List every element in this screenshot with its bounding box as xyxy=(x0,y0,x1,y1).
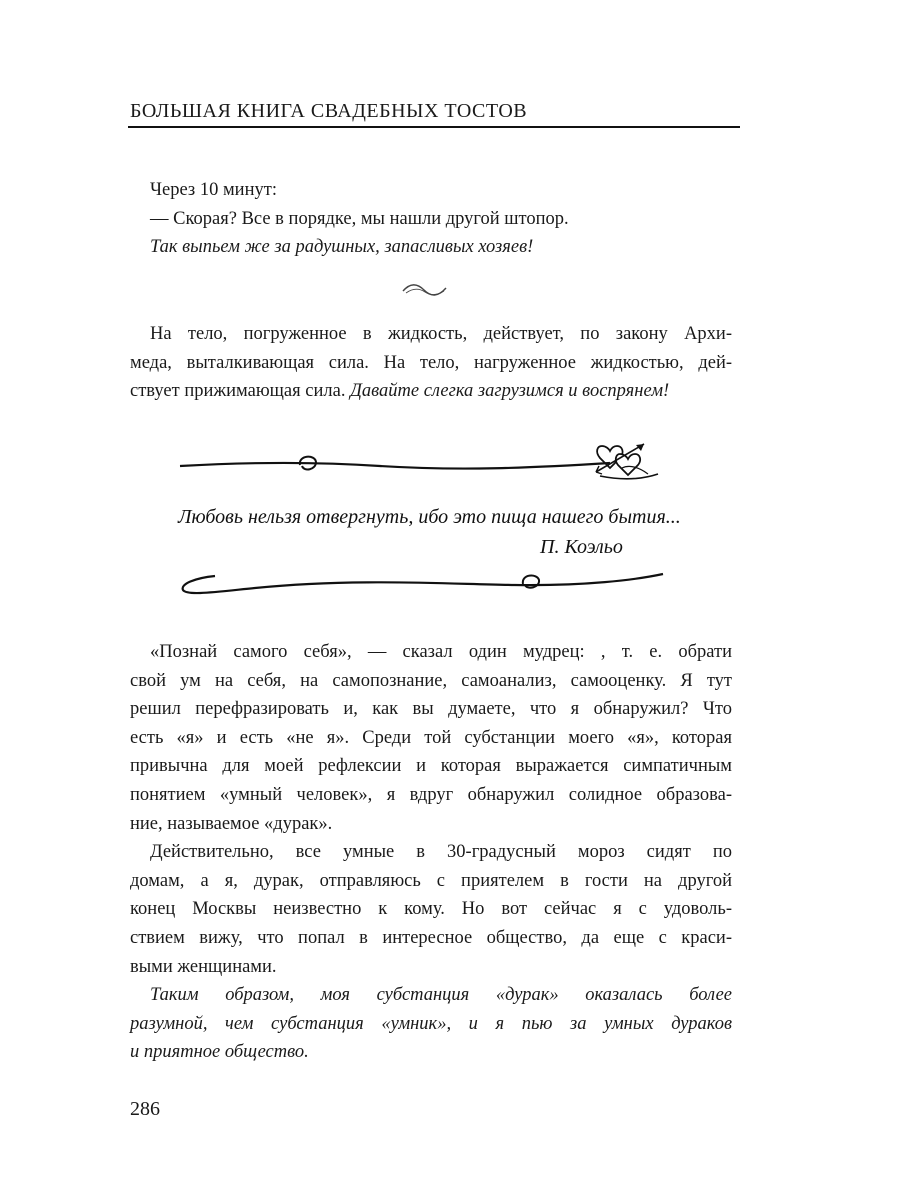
toast-3-line: домам, а я, дурак, отправляюсь с приятелем в гости на другой xyxy=(130,870,732,891)
toast-1 xyxy=(130,176,732,262)
toast-3-line: Таким образом, моя субстанция «дурак» оказалась более xyxy=(150,985,732,1006)
page-number: 286 xyxy=(130,1098,160,1120)
bottom-flourish-ornament xyxy=(175,562,670,602)
toast-2 xyxy=(130,320,732,406)
toast-3-line: «Познай самого себя», — сказал один мудрец: , т. е. обрати xyxy=(150,642,732,662)
toast-1-line: — Скорая? Все в порядке, мы нашли другой штопор. xyxy=(150,208,569,229)
toast-3 xyxy=(130,638,732,1067)
epigraph-quote: Любовь нельзя отвергнуть, ибо это пища нашего бытия... xyxy=(178,506,681,528)
toast-3-line: выми женщинами. xyxy=(130,956,277,977)
toast-1-line: Так выпьем же за радушных, запасливых хозяев! xyxy=(150,237,534,258)
running-header: БОЛЬШАЯ КНИГА СВАДЕБНЫХ ТОСТОВ xyxy=(130,100,528,122)
squiggle-divider-icon xyxy=(400,280,450,300)
toast-3-line: решил перефразировать и, как вы думаете, что я обнаружил? Что xyxy=(130,699,732,720)
toast-3-line: понятием «умный человек», я вдруг обнаружил солидное образова- xyxy=(130,784,732,805)
toast-3-line: разумной, чем субстанция «умник», и я пью за умных дураков xyxy=(130,1013,732,1034)
toast-1-line: Через 10 минут: xyxy=(150,180,277,200)
toast-2-line xyxy=(130,377,732,406)
toast-3-line: и приятное общество. xyxy=(130,1042,309,1063)
toast-3-line: Действительно, все умные в 30-градусный мороз сидят по xyxy=(150,842,732,863)
hearts-arrow-icon xyxy=(592,438,656,486)
toast-3-line: конец Москвы неизвестно к кому. Но вот сейчас я с удоволь- xyxy=(130,899,732,920)
toast-3-line: есть «я» и есть «не я». Среди той субстанции моего «я», которая xyxy=(130,727,732,748)
toast-3-line: ние, называемое «дурак». xyxy=(130,813,333,834)
toast-2-italic-text: Давайте слегка загрузимся и воспрянем! xyxy=(350,381,670,402)
toast-2-plain-text: ствует прижимающая сила. xyxy=(130,381,351,402)
toast-2-line: меда, выталкивающая сила. На тело, нагруженное жидкостью, дей- xyxy=(130,352,732,373)
epigraph-author: П. Коэльо xyxy=(540,536,623,558)
header-rule xyxy=(128,126,740,128)
toast-2-line: На тело, погруженное в жидкость, действует, по закону Архи- xyxy=(150,324,732,344)
toast-3-line: свой ум на себя, на самопознание, самоанализ, самооценку. Я тут xyxy=(130,670,732,691)
toast-3-line: привычна для моей рефлексии и которая выражается симпатичным xyxy=(130,756,732,777)
toast-3-line: ствием вижу, что попал в интересное общество, да еще с краси- xyxy=(130,927,732,948)
